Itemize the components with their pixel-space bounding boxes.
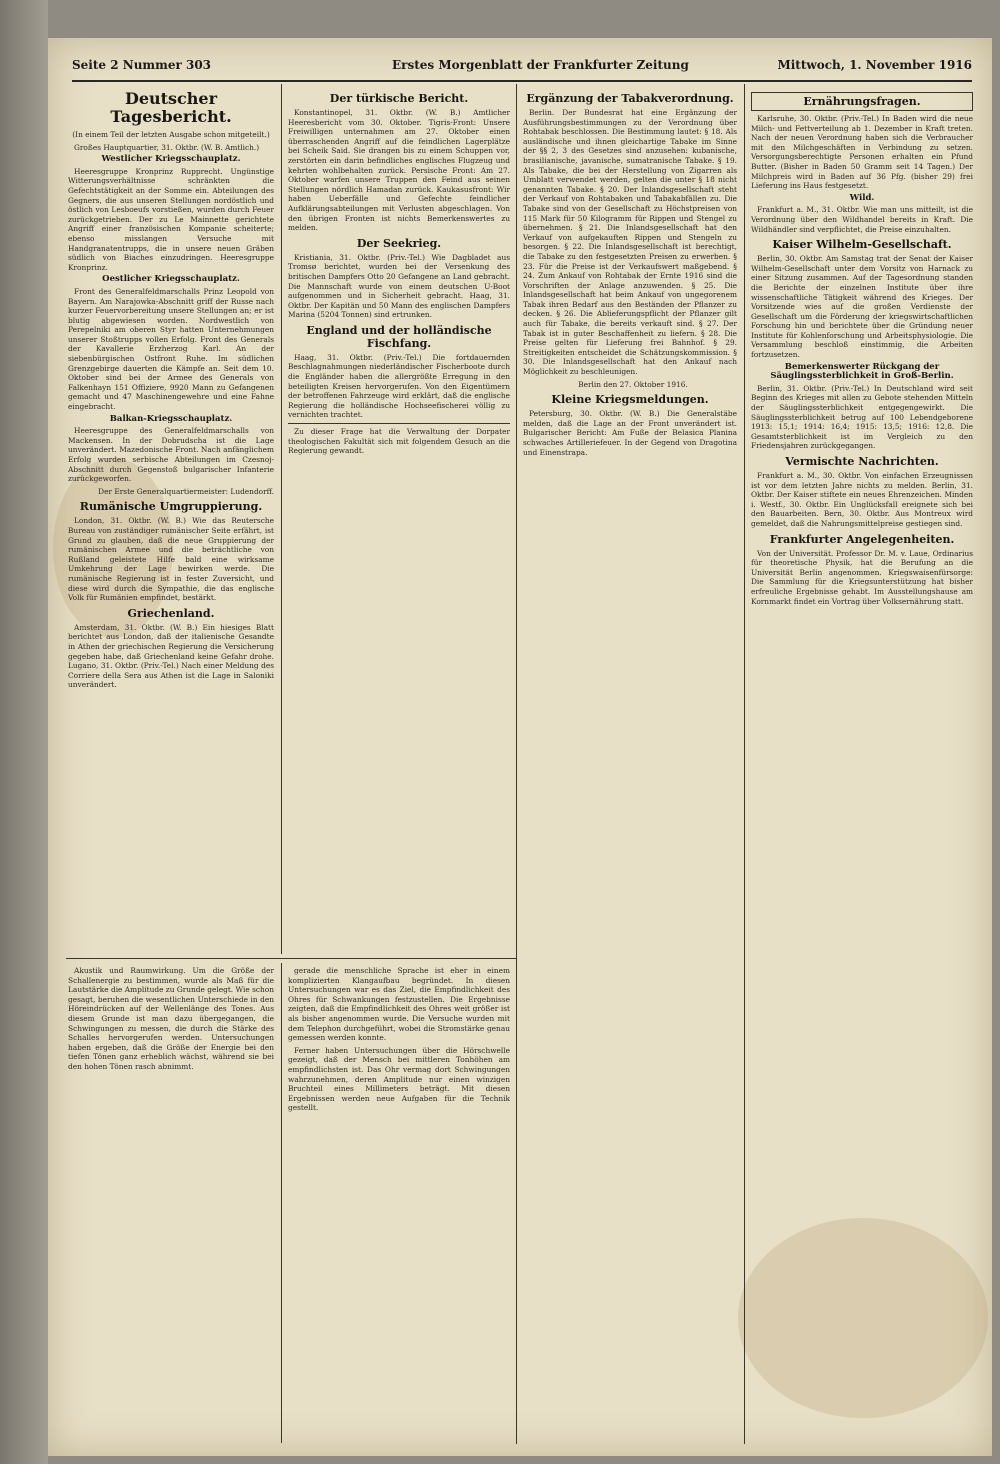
article-title: England und der holländische Fischfang.	[306, 323, 492, 350]
column-4	[751, 88, 973, 1443]
article-text: Haag, 31. Oktbr. (Priv.-Tel.) Die fortdauernden Beschlagnahmungen niederländischer Fischerboote durch die Engländer haben die allergrößte Erregung in den beteiligten Kreisen hervorgerufen. Von den Eigentümern der betroffenen Fahrzeuge wird erklärt, daß die englische Regierung die holländische Hochseefischerei völlig zu vernichten trachtet.	[288, 352, 510, 420]
column-2	[288, 88, 510, 954]
feuilleton-text: Ferner haben Untersuchungen über die Hörschwelle gezeigt, daß der Mensch bei mittleren Tonhöhen am empfindlichsten ist. Das Ohr vermag dort Schwingungen wahrzunehmen, deren Amplitude nur einen winzigen Bruchteil eines Millimeters beträgt. Mit diesen Ergebnissen werden neue Aufgaben für die Technik gestellt.	[288, 1045, 510, 1113]
feuilleton-text: Akustik und Raumwirkung. Um die Größe der Schallenergie zu bestimmen, wurde als Maß für die Lautstärke die Amplitude zu Grunde gelegt. Wie schon gesagt, beruhen die wesentlichen Unterschiede in den Höreindrücken auf der Wellenlänge des Tones. Aus diesem Grunde ist man dazu übergegangen, die Schwingungen zu messen, die durch die Stärke des Schalles hervorgerufen werden. Untersuchungen haben ergeben, daß die Größe der Energie bei den tiefen Tönen ganz erheblich wächst, während sie bei den hohen Tönen rasch abnimmt.	[68, 966, 274, 1071]
article-text: Front des Generalfeldmarschalls Prinz Leopold von Bayern. Am Narajowka-Abschnitt griff der Russe nach kurzer Feuervorbereitung unsere Stellungen an; er ist blutig abgewiesen worden. Nordwestlich von Perepelniki am oberen Styr hatten Unternehmungen unserer Stoßtrupps vollen Erfolg. Front des Generals der Kavallerie Erzherzog Karl. An der siebenbürgischen Ostfront Ruhe. Im südlichen Grenzgebirge dauerten die Kämpfe an. Seit dem 10. Oktober sind bei der Armee des Generals von Falkenhayn 151 Offiziere, 9920 Mann zu Gefangenen gemacht und 47 Maschinengewehre und eine Fahne eingebracht.	[68, 286, 274, 412]
feuilleton-column-1	[68, 966, 274, 1441]
article-text: Berlin. Der Bundesrat hat eine Ergänzung der Ausführungsbestimmungen zu der Verordnung über Rohtabak beschlossen. Die Bestimmung lautet: § 18. Als ausländische und ihnen gleichartige Tabake im Sinne der §§ 2, 3 des Gesetzes sind anzusehen: kubanische, brasilianische, javanische, sumatranische Tabake. § 19. Als Tabake, die bei der Herstellung von Zigarren als Umblatt verwendet werden, gelten die unter § 18 nicht genannten Tabake. § 20. Der Inlandsgesellschaft steht der Verkauf von Rohtabaken und Tabakabfällen zu. Die Tabake sind von der Gesellschaft zu Höchstpreisen von 115 Mark für 50 Kilogramm für Rippen und Stengel zu übernehmen. § 21. Die Inlandsgesellschaft hat den Verkauf von aufgekauften Rippen und Stengeln zu besorgen. § 22. Die Inlandsgesellschaft ist berechtigt, die Tabake zu den festgesetzten Preisen zu erwerben. § 23. Für die Preise ist der Verkaufswert maßgebend. § 24. Zum Ankauf von Rohtabak der Ernte 1916 sind die Vorschriften der Anlage anzuwenden. § 25. Die Inlandsgesellschaft hat beim Ankauf von ungegorenem Tabak ihren Bedarf aus den Beständen der Pflanzer zu decken. § 26. Die Ablieferungspflicht der Pflanzer gilt auch für Tabake, die bereits verkauft sind. § 27. Der Tabak ist in guter Beschaffenheit zu liefern. § 28. Die Preise gelten für Lieferung frei Bahnhof. § 29. Streitigkeiten entscheidet die Schätzungskommission. § 30. Die Inlandsgesellschaft hat den Ankauf nach Möglichkeit zu beschleunigen.	[523, 108, 737, 377]
page-header	[72, 52, 972, 82]
article-title: Der türkische Bericht.	[329, 92, 469, 105]
article-text: Petersburg, 30. Oktbr. (W. B.) Die Generalstäbe melden, daß die Lage an der Front unverändert ist. Bulgarischer Bericht: Am Fuße der Belasica Planina schwaches Artilleriefeuer. In der Gegend von Dragotina und Einenstrapa.	[523, 409, 737, 457]
article-signature: Der Erste Generalquartiermeister: Ludendorff.	[98, 486, 274, 496]
feuilleton-column-2	[288, 966, 510, 1441]
article-title: Rumänische Umgruppierung.	[79, 500, 263, 514]
header-newspaper-title: Erstes Morgenblatt der Frankfurter Zeitung	[392, 58, 689, 72]
article-text: London, 31. Oktbr. (W. B.) Wie das Reutersche Bureau von zuständiger rumänischer Seite erfährt, ist Grund zu glauben, daß die neue Gruppierung der rumänischen Armee und die beträchtliche von Rußland geleistete Hilfe bald eine wirksame Umkehrung der Lage bewirken werde. Die rumänische Regierung ist in fester Zuversicht, und diese wird durch die Sympathie, die das englische Volk für Rumänien empfindet, bestärkt.	[68, 516, 274, 603]
column-rule	[281, 84, 282, 954]
column-3	[523, 88, 737, 1443]
article-text: Kristiania, 31. Oktbr. (Priv.-Tel.) Wie Dagbladet aus Tromsø berichtet, wurden bei der Versenkung des britischen Dampfers Otto 20 Gefangene an Land gebracht. Die Mannschaft wurde von einem deutschen U-Boot aufgenommen und in Sicherheit gebracht. Haag, 31. Oktbr. Der Kapitän und 50 Mann des englischen Dampfers Marina (5204 Tonnen) sind ertrunken.	[288, 252, 510, 320]
article-note: Zu dieser Frage hat die Verwaltung der Dorpater theologischen Fakultät sich mit folgendem Gesuch an die Regierung gewandt.	[288, 423, 510, 456]
section-heading: Oestlicher Kriegsschauplatz.	[102, 274, 240, 285]
section-heading: Wild.	[849, 192, 875, 203]
section-heading: Bemerkenswerter Rückgang der Säuglingssterblichkeit in Groß-Berlin.	[770, 361, 954, 382]
article-title: Frankfurter Angelegenheiten.	[769, 532, 955, 546]
article-title: Ernährungsfragen.	[751, 92, 973, 111]
article-text: Amsterdam, 31. Oktbr. (W. B.) Ein hiesiges Blatt berichtet aus London, daß der italienische Gesandte in Athen der griechischen Regierung die Versicherung gegeben habe, daß Griechenland keine Gefahr drohe. Lugano, 31. Oktbr. (Priv.-Tel.) Nach einer Meldung des Corriere della Sera aus Athen ist die Lage in Saloniki unverändert.	[68, 622, 274, 690]
article-title: Ergänzung der Tabakverordnung.	[526, 92, 734, 105]
article-dateline: Großes Hauptquartier, 31. Oktbr. (W. B. Amtlich.)	[74, 142, 260, 152]
column-rule	[516, 84, 517, 1444]
header-date: Mittwoch, 1. November 1916	[777, 58, 972, 72]
article-title: Vermischte Nachrichten.	[785, 455, 939, 468]
article-footer: Berlin den 27. Oktober 1916.	[578, 379, 688, 389]
section-heading: Westlicher Kriegsschauplatz.	[101, 154, 241, 165]
article-text: Konstantinopel, 31. Oktbr. (W. B.) Amtlicher Heeresbericht vom 30. Oktober. Tigris-Front: Unsere Freiwilligen unternahmen am 27. Oktober einen überraschenden Angriff auf die feindlichen Lagerplätze bei Scheik Said. Sie drangen bis zu einem Schuppen vor, zerstörten ein darin befindliches englisches Flugzeug und kehrten wohlbehalten zurück. Persische Front: Am 27. Oktober warfen unsere Truppen den Feind aus seinen Stellungen nördlich Hamadan zurück. Kaukasusfront: Wir haben Ueberfälle und Gefechte feindlicher Aufklärungsabteilungen mit Verlusten abgeschlagen. Von den übrigen Fronten ist nichts Bemerkenswertes zu melden.	[288, 108, 510, 233]
article-text: Karlsruhe, 30. Oktbr. (Priv.-Tel.) In Baden wird die neue Milch- und Fettverteilung ab 1. Dezember in Kraft treten. Nach der neuen Verordnung haben sich die Verbraucher mit den Milchgeschäften in Verbindung zu setzen. Versorgungsberechtigte Personen erhalten ein Pfund Butter. (Bisher in Baden 50 Gramm seit 14 Tagen.) Der Milchpreis wird in Baden auf 36 Pfg. (bisher 29) frei Lieferung ins Haus festgesetzt.	[751, 114, 973, 191]
column-1	[68, 88, 274, 954]
newspaper-page	[48, 38, 992, 1456]
section-heading: Balkan-Kriegsschauplatz.	[109, 413, 233, 424]
header-page-number: Seite 2 Nummer 303	[72, 58, 212, 72]
feuilleton-text: gerade die menschliche Sprache ist eher in einem komplizierten Klangaufbau begründet. In diesen Untersuchungen war es das Ziel, die Empfindlichkeit des Ohres für Schwankungen festzustellen. Die Ergebnisse zeigten, daß die Empfindlichkeit des Ohres weit größer ist als bisher angenommen wurde. Die Versuche wurden mit dem Telephon durchgeführt, wobei die Stromstärke genau gemessen werden konnte.	[288, 966, 510, 1043]
section-rule	[66, 958, 516, 959]
page-edge-shadow	[0, 0, 48, 1464]
article-subtitle: (In einem Teil der letzten Ausgabe schon mitgeteilt.)	[72, 130, 270, 139]
article-text: Von der Universität. Professor Dr. M. v. Laue, Ordinarius für theoretische Physik, hat die Berufung an die Universität Berlin angenommen. Kriegswaisenfürsorge: Die Sammlung für die Kriegsunterstützung hat bisher erfreuliche Ergebnisse gehabt. Im Ausstellungshause am Kornmarkt findet ein Vortrag über Volksernährung statt.	[751, 548, 973, 606]
article-title: Deutscher Tagesbericht.	[110, 89, 232, 126]
article-text: Heeresgruppe des Generalfeldmarschalls von Mackensen. In der Dobrudscha ist die Lage unverändert. Mazedonische Front. Nach anfänglichem Erfolg wurden serbische Abteilungen im Czesnoj-Abschnitt durch Gegenstoß bulgarischer Infanterie zurückgeworfen.	[68, 426, 274, 484]
article-text: Frankfurt a. M., 31. Oktbr. Wie man uns mitteilt, ist die Verordnung über den Wildhandel bereits in Kraft. Die Wildhändler sind verpflichtet, die Preise einzuhalten.	[751, 205, 973, 234]
article-text: Berlin, 31. Oktbr. (Priv.-Tel.) In Deutschland wird seit Beginn des Krieges mit allen zu Gebote stehenden Mitteln der Säuglingssterblichkeit entgegengewirkt. Die Säuglingssterblichkeit betrug auf 100 Lebendgeborene 1913: 15,1; 1914: 16,4; 1915: 13,5; 1916: 12,8. Die Gesamtsterblichkeit ist im Vergleich zu den Friedensjahren zurückgegangen.	[751, 383, 973, 451]
article-title: Der Seekrieg.	[356, 236, 442, 250]
article-title: Kaiser Wilhelm-Gesellschaft.	[772, 238, 952, 252]
column-rule	[744, 84, 745, 1444]
article-title: Griechenland.	[127, 606, 215, 620]
article-title: Kleine Kriegsmeldungen.	[551, 393, 709, 407]
article-text: Frankfurt a. M., 30. Oktbr. Von einfachen Erzeugnissen ist vor dem letzten Jahre nichts zu melden. Berlin, 31. Oktbr. Der Kaiser stiftete ein neues Ehrenzeichen. Minden i. Westf., 30. Oktbr. Ein Unglücksfall ereignete sich bei den Bauarbeiten. Bern, 30. Oktbr. Aus Montreux wird gemeldet, daß die Nahrungsmittelpreise gestiegen sind.	[751, 471, 973, 528]
article-text: Berlin, 30. Oktbr. Am Samstag trat der Senat der Kaiser Wilhelm-Gesellschaft unter dem Vorsitz von Harnack zu einer Sitzung zusammen. Auf der Tagesordnung standen die Berichte der einzelnen Institute über ihre wissenschaftliche Tätigkeit während des Krieges. Der Vorsitzende wies auf die großen Verdienste der Gesellschaft um die Förderung der kriegswirtschaftlichen Forschung hin und berichtete über die Gründung neuer Institute für Kohlenforschung und Arbeitsphysiologie. Die Versammlung beschloß einstimmig, die Arbeiten fortzusetzen.	[751, 254, 973, 360]
article-text: Heeresgruppe Kronprinz Rupprecht. Ungünstige Witterungsverhältnisse schränkten die Gefechtstätigkeit an der Somme ein. Abteilungen des Gegners, die aus unseren Stellungen nordöstlich und östlich von Lesboeufs vorstießen, wurden durch Feuer zurückgetrieben. Der zu Le Mainnette gerichtete Angriff einer französischen Kompanie scheiterte; ebenso misslangen Versuche mit Handgranatentrupps, die in unsere neuen Gräben südlich von Biaches einzudringen. Heeresgruppe Kronprinz.	[68, 166, 274, 272]
column-rule	[281, 963, 282, 1443]
